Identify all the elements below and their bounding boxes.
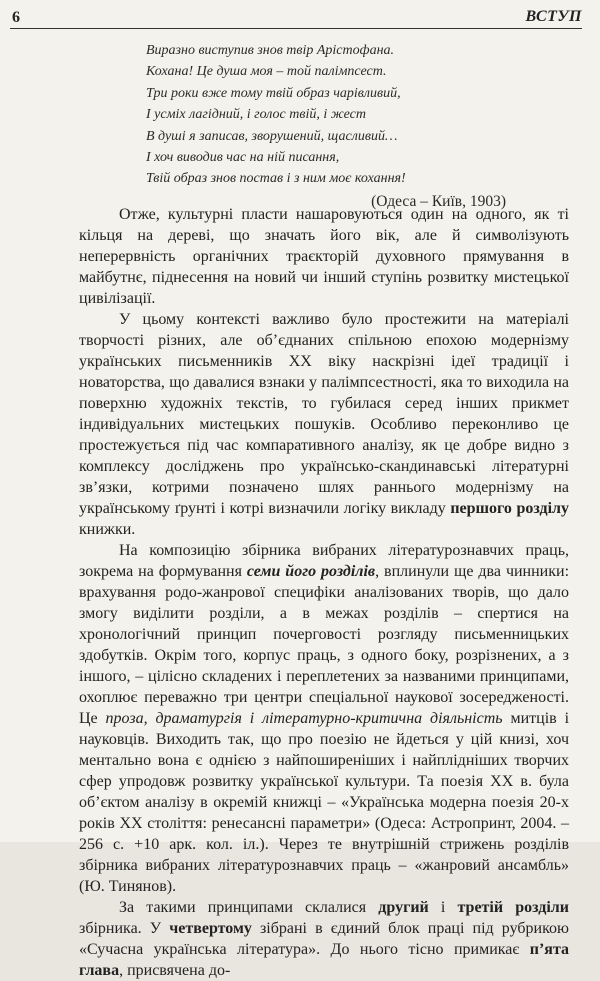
poem-source: (Одеса – Київ, 1903): [371, 192, 506, 210]
paragraph-text: У цьому контексті важливо було простежити на матеріалі творчості різних, але об’єднаних спільною епохою модернізму українських письменників XX віку наскрізні ідеї традиції і новаторства, що давалися взнаки у палімпсестності, яка то виходила на поверхню художніх текстів, то губилася серед інших прикмет індивідуальних мистецьких пошуків. Особливо переконливо це простежується під час компаративного аналізу, як це добре видно з комплексу досліджень про українсько-скандинавські літературні зв’язки, котрими позначено шлях раннього модернізму на українському ґрунті і котрі визначили логіку викладу: [79, 311, 569, 517]
bold-term: третій розділи: [457, 899, 569, 916]
paragraph-2: [79, 309, 569, 540]
paragraph-text: На композицію збірника вибраних літературознавчих праць, зокрема на формування: [79, 542, 569, 580]
paragraph-3: [79, 540, 569, 897]
paragraph-text: За такими принципами склалися: [119, 899, 379, 916]
bold-term: четвертому: [169, 920, 252, 937]
bold-term: першого розділу: [450, 500, 569, 517]
poem-line: І хоч виводив час на ній писання,: [146, 150, 340, 166]
bold-term: п’ята глава: [79, 941, 569, 979]
bold-italic-term: семи його розділів: [246, 563, 376, 580]
poem-line: І усміх лагідний, і голос твій, і жест: [146, 107, 366, 123]
paragraph-4: [79, 897, 569, 981]
poem-line: Три роки вже тому твій образ чарівливий,: [146, 85, 401, 101]
paragraph-text: книжки.: [79, 521, 136, 538]
page-number: 6: [12, 9, 20, 26]
main-text: [79, 204, 569, 981]
bold-term: другий: [378, 899, 429, 916]
page-header: [10, 6, 582, 29]
poem-line: Твій образ знов постав і з ним моє кохання!: [146, 171, 406, 187]
italic-term: проза, драматургія і літературно-критична діяльність: [105, 710, 503, 727]
poem-line: Виразно виступив знов твір Арістофана.: [146, 43, 395, 58]
paragraph-text: і: [428, 899, 458, 916]
running-head: ВСТУП: [525, 8, 582, 25]
paragraph-text: , вплинули ще два чинники: врахування родо-жанрової специфіки аналізованих творів, що дало змогу виділити розділи, а в межах розділів – спертися на хронологічний принцип почерговості розгляду письменницьких здобутків. Окрім того, корпус праць, з одного боку, розрізнених, а з іншого, – цілісно складених і переплетених за названими принципами, охоплює переважно три центри спеціальної наукової зосередженості. Це: [79, 563, 570, 727]
poem-line: В душі я записав, зворушений, щасливий…: [146, 128, 398, 144]
paragraph-text: , присвячена до-: [119, 962, 231, 979]
paragraph-text: митців і науковців. Виходить так, що про поезію не йдеться у цій книзі, хоч ментально вона є однією з найпоширеніших і найплідніших творчих сфер упродовж розвитку української культури. Та поезія XX в. була об’єктом аналізу в окремій книжці – «Українська модерна поезія 20-х років XX століття: ренесансні параметри» (Одеса: Астропринт, 2004. – 256 с. +10 арк. кол. іл.). Через те внутрішній стрижень розділів збірника вибраних літературознавчих праць – «жанровий ансамбль» (Ю. Тинянов).: [79, 710, 570, 895]
poem-line: Кохана! Це душа моя – той палімпсест.: [146, 64, 387, 80]
epigraph-poem: [146, 40, 506, 212]
paragraph-text: Отже, культурні пласти нашаровуються один на одного, як ті кільця на дереві, що значать його вік, але й символізують неперервність органічних траєкторій духовного прямування в майбутнє, піднесення на новий чи інший ступінь розвитку мистецької цивілізації.: [79, 206, 569, 307]
paragraph-text: зібрані в єдиний блок праці під рубрикою «Сучасна українська література». До нього тісно примикає: [79, 920, 569, 958]
paragraph-1: [79, 204, 569, 309]
paragraph-text: збірника. У: [79, 920, 170, 937]
